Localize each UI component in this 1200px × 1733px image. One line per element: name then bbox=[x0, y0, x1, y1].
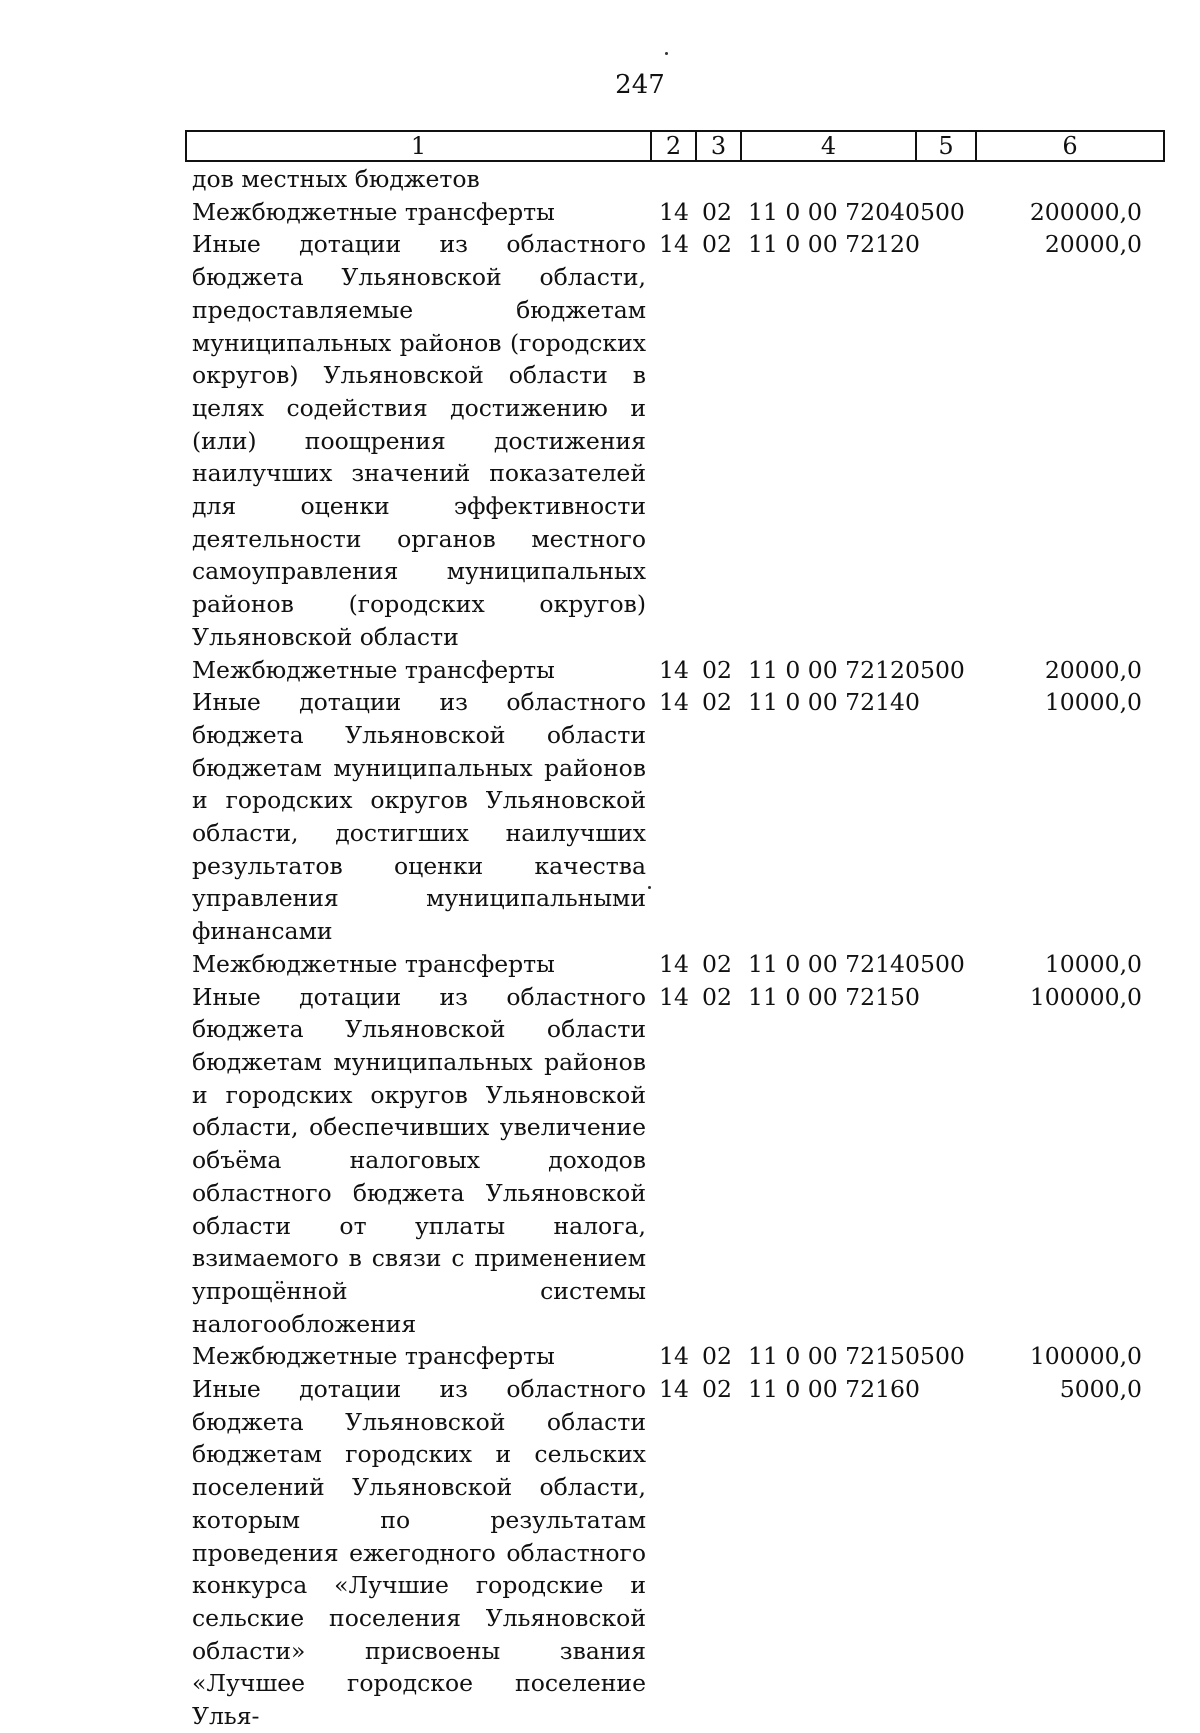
row-section: 14 bbox=[659, 949, 689, 978]
table-row bbox=[192, 948, 1152, 981]
row-target-article: 11 0 00 72120 bbox=[748, 655, 920, 684]
row-description: Иные дотации из областного бюджета Ульяновской области бюджетам муниципальных районов и городских округов Ульяновской области, обеспечивших увеличение объёма налоговых доходов областного бюджета Ульяновской области от уплаты налога, взимаемого в связи с применением упрощённой системы налогообложения bbox=[192, 982, 646, 1338]
header-cell-6: 6 bbox=[1062, 132, 1078, 160]
header-cell-1: 1 bbox=[187, 132, 652, 160]
row-amount: 20000,0 bbox=[1044, 230, 1142, 259]
row-expense-type: 500 bbox=[920, 197, 965, 226]
row-description: Межбюджетные трансферты bbox=[192, 655, 555, 684]
row-subsection: 02 bbox=[702, 982, 732, 1011]
row-amount: 10000,0 bbox=[1044, 949, 1142, 978]
row-subsection: 02 bbox=[702, 230, 732, 259]
row-subsection: 02 bbox=[702, 1375, 732, 1404]
row-section: 14 bbox=[659, 655, 689, 684]
row-subsection: 02 bbox=[702, 949, 732, 978]
row-target-article: 11 0 00 72140 bbox=[748, 688, 920, 717]
row-amount: 20000,0 bbox=[1044, 655, 1142, 684]
row-description: Иные дотации из областного бюджета Ульяновской области бюджетам муниципальных районов и городских округов Ульяновской области, достигших наилучших результатов оценки качества управления муниципальными финансами bbox=[192, 688, 646, 946]
row-description: Иные дотации из областного бюджета Ульяновской области бюджетам городских и сельских поселений Ульяновской области, которым по результатам проведения ежегодного областного конкурса «Лучшие городские и сельские поселения Ульяновской области» присвоены звания «Лучшее городское поселение Улья- bbox=[192, 1375, 646, 1731]
scan-speck bbox=[665, 52, 668, 55]
header-cell-3: 3 bbox=[697, 132, 742, 160]
header-cell-5: 5 bbox=[917, 132, 977, 160]
table-row bbox=[192, 1340, 1152, 1373]
table-row bbox=[192, 228, 1152, 653]
row-section: 14 bbox=[659, 982, 689, 1011]
row-subsection: 02 bbox=[702, 197, 732, 226]
row-description: Иные дотации из областного бюджета Ульяновской области, предоставляемые бюджетам муниципальных районов (городских округов) Ульяновской области в целях содействия достижению и (или) поощрения достижения наилучших значений показателей для оценки эффективности деятельности органов местного самоуправления муниципальных районов (городских округов) Ульяновской области bbox=[192, 230, 646, 651]
row-target-article: 11 0 00 72120 bbox=[748, 230, 920, 259]
row-target-article: 11 0 00 72150 bbox=[748, 982, 920, 1011]
table-row bbox=[192, 654, 1152, 687]
row-amount: 10000,0 bbox=[1044, 688, 1142, 717]
table-row bbox=[192, 163, 1152, 196]
row-subsection: 02 bbox=[702, 655, 732, 684]
row-expense-type: 500 bbox=[920, 949, 965, 978]
header-cell-4: 4 bbox=[742, 132, 917, 160]
table-row bbox=[192, 1373, 1152, 1733]
row-target-article: 11 0 00 72140 bbox=[748, 949, 920, 978]
table-body bbox=[192, 163, 1152, 1733]
row-target-article: 11 0 00 72040 bbox=[748, 197, 920, 226]
row-expense-type: 500 bbox=[920, 655, 965, 684]
table-row bbox=[192, 196, 1152, 229]
row-description: Межбюджетные трансферты bbox=[192, 1342, 555, 1371]
row-section: 14 bbox=[659, 197, 689, 226]
row-amount: 200000,0 bbox=[1029, 197, 1142, 226]
row-amount: 5000,0 bbox=[1059, 1375, 1142, 1404]
row-section: 14 bbox=[659, 688, 689, 717]
row-target-article: 11 0 00 72160 bbox=[748, 1375, 920, 1404]
row-amount: 100000,0 bbox=[1029, 982, 1142, 1011]
table-row bbox=[192, 981, 1152, 1341]
row-amount: 100000,0 bbox=[1029, 1342, 1142, 1371]
row-description: Межбюджетные трансферты bbox=[192, 197, 555, 226]
row-expense-type: 500 bbox=[920, 1342, 965, 1371]
row-section: 14 bbox=[659, 1375, 689, 1404]
row-description: Межбюджетные трансферты bbox=[192, 949, 555, 978]
row-section: 14 bbox=[659, 1342, 689, 1371]
page-number: 247 bbox=[615, 70, 665, 100]
header-cell-2: 2 bbox=[652, 132, 697, 160]
row-subsection: 02 bbox=[702, 688, 732, 717]
table-row bbox=[192, 686, 1152, 948]
row-target-article: 11 0 00 72150 bbox=[748, 1342, 920, 1371]
table-header bbox=[185, 130, 1165, 162]
row-description: дов местных бюджетов bbox=[192, 165, 480, 193]
row-section: 14 bbox=[659, 230, 689, 259]
row-subsection: 02 bbox=[702, 1342, 732, 1371]
